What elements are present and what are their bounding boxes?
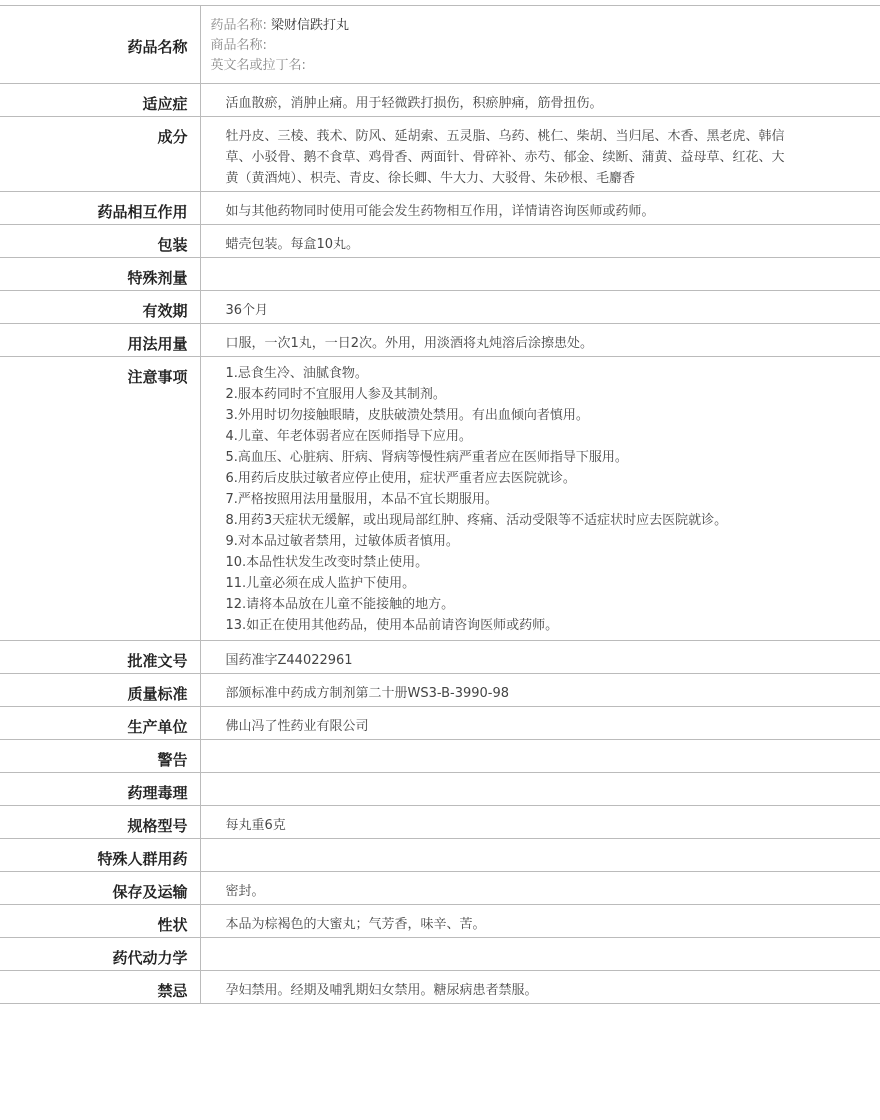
note-item: 12.请将本品放在儿童不能接触的地方。	[225, 597, 455, 612]
notes-list	[200, 357, 880, 641]
row-label: 药品相互作用	[0, 192, 200, 225]
row-notes	[0, 357, 880, 641]
row-value: 密封。	[200, 872, 880, 905]
drug-name-value: 梁财信跌打丸	[271, 18, 350, 33]
row-label: 警告	[0, 740, 200, 773]
row-value: 活血散瘀，消肿止痛。用于轻微跌打损伤，积瘀肿痛，筋骨扭伤。	[200, 84, 880, 117]
row-interactions	[0, 192, 880, 225]
drug-name-line	[211, 16, 871, 36]
row-label: 特殊剂量	[0, 258, 200, 291]
row-ingredients	[0, 117, 880, 192]
row-value	[200, 839, 880, 872]
row-label: 质量标准	[0, 674, 200, 707]
note-item: 11.儿童必须在成人监护下使用。	[225, 576, 416, 591]
note-item: 3.外用时切勿接触眼睛，皮肤破溃处禁用。有出血倾向者慎用。	[225, 408, 589, 423]
row-label: 批准文号	[0, 641, 200, 674]
row-label: 注意事项	[0, 357, 200, 641]
row-value	[200, 938, 880, 971]
row-approval	[0, 641, 880, 674]
note-item: 6.用药后皮肤过敏者应停止使用，症状严重者应去医院就诊。	[225, 471, 576, 486]
row-label: 适应症	[0, 84, 200, 117]
note-item: 10.本品性状发生改变时禁止使用。	[225, 555, 429, 570]
row-label: 包装	[0, 225, 200, 258]
row-label: 药品名称	[0, 6, 200, 84]
row-value: 本品为棕褐色的大蜜丸；气芳香，味辛、苦。	[200, 905, 880, 938]
drug-name-label: 药品名称:	[210, 18, 267, 33]
row-label: 特殊人群用药	[0, 839, 200, 872]
row-warning	[0, 740, 880, 773]
row-value	[200, 773, 880, 806]
row-label: 有效期	[0, 291, 200, 324]
row-indication	[0, 84, 880, 117]
row-label: 生产单位	[0, 707, 200, 740]
row-value: 部颁标准中药成方制剂第二十册WS3-B-3990-98	[200, 674, 880, 707]
row-special-groups	[0, 839, 880, 872]
row-value	[200, 258, 880, 291]
note-item: 8.用药3天症状无缓解，或出现局部红肿、疼痛、活动受限等不适症状时应去医院就诊。	[225, 513, 728, 528]
row-drug-name	[0, 6, 880, 84]
row-specification	[0, 806, 880, 839]
row-value: 36个月	[200, 291, 880, 324]
row-storage	[0, 872, 880, 905]
note-item: 1.忌食生冷、油腻食物。	[225, 366, 368, 381]
row-value: 孕妇禁用。经期及哺乳期妇女禁用。糖尿病患者禁服。	[200, 971, 880, 1004]
row-value: 口服，一次1丸，一日2次。外用，用淡酒将丸炖溶后涂擦患处。	[200, 324, 880, 357]
latin-name-line	[211, 56, 871, 76]
row-usage	[0, 324, 880, 357]
note-item: 2.服本药同时不宜服用人参及其制剂。	[225, 387, 446, 402]
note-item: 4.儿童、年老体弱者应在医师指导下应用。	[225, 429, 472, 444]
note-item: 7.严格按照用法用量服用，本品不宜长期服用。	[225, 492, 498, 507]
row-standard	[0, 674, 880, 707]
note-item: 9.对本品过敏者禁用，过敏体质者慎用。	[225, 534, 459, 549]
row-packaging	[0, 225, 880, 258]
note-item: 13.如正在使用其他药品，使用本品前请咨询医师或药师。	[225, 618, 559, 633]
row-manufacturer	[0, 707, 880, 740]
row-value	[200, 6, 880, 84]
row-value: 国药准字Z44022961	[200, 641, 880, 674]
latin-name-label: 英文名或拉丁名:	[210, 58, 306, 73]
row-label: 成分	[0, 117, 200, 192]
trade-name-label: 商品名称:	[210, 38, 267, 53]
row-label: 规格型号	[0, 806, 200, 839]
row-shelf-life	[0, 291, 880, 324]
row-value: 蜡壳包装。每盒10丸。	[200, 225, 880, 258]
row-value: 佛山冯了性药业有限公司	[200, 707, 880, 740]
row-value	[200, 740, 880, 773]
row-pharmacokinetics	[0, 938, 880, 971]
row-label: 禁忌	[0, 971, 200, 1004]
drug-spec-table	[0, 5, 880, 1004]
row-pharmacology	[0, 773, 880, 806]
row-value: 牡丹皮、三棱、莪术、防风、延胡索、五灵脂、乌药、桃仁、柴胡、当归尾、木香、黑老虎、韩信草、小驳骨、鹅不食草、鸡骨香、两面针、骨碎补、赤芍、郁金、续断、蒲黄、益母草、红花、大黄（黄酒炖）、枳壳、青皮、徐长卿、牛大力、大驳骨、朱砂根、毛麝香	[200, 117, 880, 192]
row-value: 如与其他药物同时使用可能会发生药物相互作用，详情请咨询医师或药师。	[200, 192, 880, 225]
row-label: 用法用量	[0, 324, 200, 357]
row-label: 药理毒理	[0, 773, 200, 806]
row-value: 每丸重6克	[200, 806, 880, 839]
row-label: 性状	[0, 905, 200, 938]
row-label: 药代动力学	[0, 938, 200, 971]
trade-name-line	[211, 36, 871, 56]
row-special-dosage	[0, 258, 880, 291]
row-appearance	[0, 905, 880, 938]
note-item: 5.高血压、心脏病、肝病、肾病等慢性病严重者应在医师指导下服用。	[225, 450, 628, 465]
row-contraindications	[0, 971, 880, 1004]
row-label: 保存及运输	[0, 872, 200, 905]
